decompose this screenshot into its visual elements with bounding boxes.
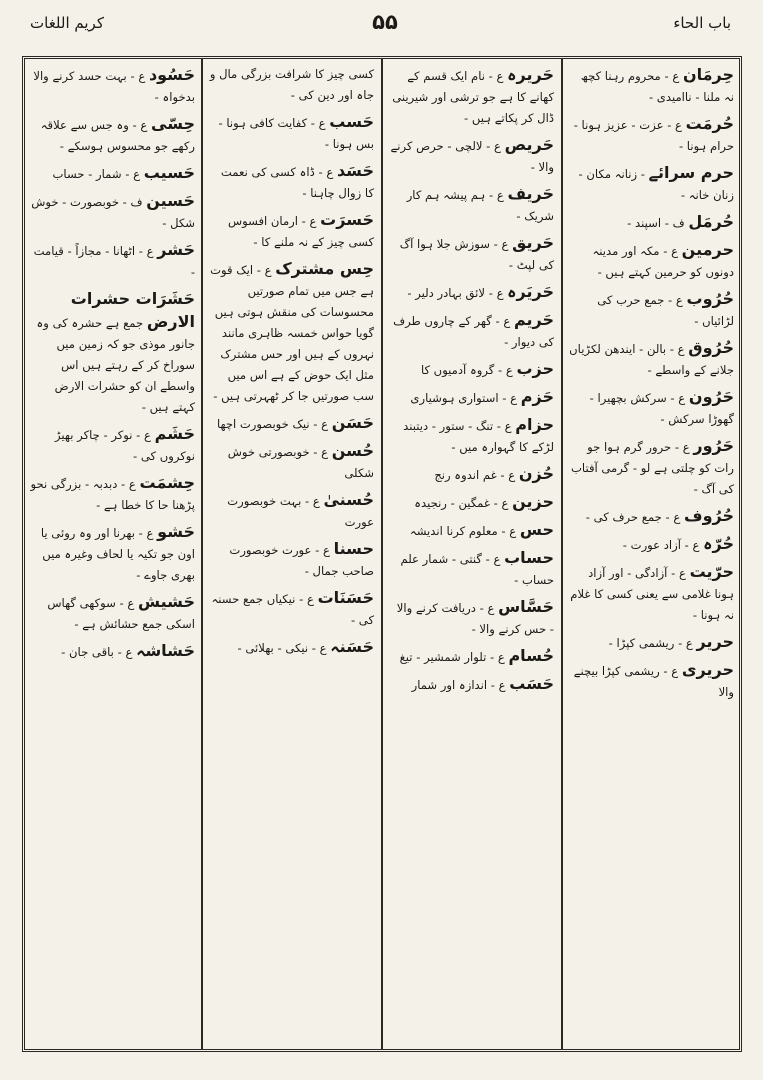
dictionary-entry [389,64,554,129]
dictionary-entry [30,640,195,663]
entry-headword: حَسَد [336,161,374,180]
entry-definition: ع - باقی جان - [61,645,133,659]
entry-headword: حِشمَت [139,473,195,492]
entry-headword: حَریق [512,233,554,252]
entry-definition: ع - نام ایک قسم کے کھانے کا ہے جو ترشی اور شیرینی ڈال کر پکاتے ہیں - [392,69,554,125]
entry-headword: حِرمَان [682,65,734,84]
entry-definition: ع - ارمان افسوس کسی چیز کے نہ ملنے کا - [227,214,374,249]
entry-headword: حریری [681,660,734,679]
dictionary-entry [30,472,195,516]
dictionary-entry [389,134,554,178]
entry-headword: حُسنیٰ [323,490,374,509]
entry-definition: ع - مکہ اور مدینہ دونوں کو حرمین کہتے ہیں - [592,244,734,279]
dictionary-entry [569,162,734,206]
entry-headword: حَشر [157,240,195,259]
entry-headword: حَسَنَات [317,588,374,607]
entry-definition: ع - لالچی - حرص کرنے والا - [390,139,554,174]
entry-definition: ع - اندازہ اور شمار [411,678,506,692]
entry-definition: ع - عورت خوبصورت صاحب جمال - [229,543,374,578]
entry-headword: حَسرَت [320,210,374,229]
dictionary-entry [569,113,734,157]
dictionary-entry [30,423,195,467]
entry-definition: ع - عزت - عزیز ہونا - حرام ہونا - [573,118,734,153]
entry-definition: ع - بہت خوبصورت عورت [227,494,374,529]
entry-definition: ع - ریشمی کپڑا بیچنے والا [573,664,734,699]
entry-definition: ع - استواری ہوشیاری [410,391,518,405]
column-2 [383,58,560,1050]
entry-definition: ع - غمگین - رنجیدہ [414,496,509,510]
page-number: ۵۵ [372,10,398,34]
dictionary-entry [209,258,374,407]
dictionary-entry [569,239,734,283]
entry-headword: حَرُون [688,387,734,406]
entry-headword: حساب [504,548,554,567]
entry-headword: حَسب [329,112,374,131]
dictionary-entry [569,386,734,430]
column-3 [203,58,380,1050]
dictionary-entry [209,636,374,659]
entry-definition: ع - خوبصورتی خوش شکلی [227,445,374,480]
dictionary-entry [389,491,554,514]
dictionary-entry [569,435,734,500]
entry-definition: ع - تلوار شمشیر - تیغ [399,650,505,664]
dictionary-entry [30,591,195,635]
dictionary-entry [389,645,554,668]
entry-headword: حَسین [146,191,195,210]
dictionary-entry [569,337,734,381]
entry-headword: حَزم [520,387,554,406]
entry-headword: حس [519,520,554,539]
entry-definition: ع - آزاد عورت - [622,538,700,552]
entry-definition: ع - گنتی - شمار علم حساب - [400,552,554,587]
entry-headword: حزام [515,415,554,434]
entry-headword: حزین [512,492,554,511]
dictionary-entry [209,111,374,155]
entry-definition: ع - معلوم کرنا اندیشہ [409,524,517,538]
entry-headword: حُسام [508,646,554,665]
entry-headword: حریر [696,632,734,651]
entry-definition: ع - نوکر - چاکر بھیڑ نوکروں کی - [55,428,195,463]
dictionary-entry [209,587,374,631]
entry-headword: حَریص [504,135,554,154]
entry-definition: ع - تنگ - ستور - دیتبند لڑکے کا گہوارہ میں - [403,419,554,454]
entry-headword: حَشیش [138,592,195,611]
dictionary-entry [389,309,554,353]
dictionary-entry [209,160,374,204]
column-4 [24,58,201,1050]
entry-definition: ع - سوزش جلا ہوا آگ کی لپٹ - [399,237,554,272]
dictionary-entry [209,538,374,582]
entry-headword: حرم سرائے [648,163,734,182]
entry-definition: ع - کفایت کافی ہونا - بس ہونا - [218,116,374,151]
entry-definition: ع - ہم پیشہ ہم کار شریک - [406,188,554,223]
entry-headword: حُسن [331,441,374,460]
dictionary-entry [389,358,554,381]
entry-definition: ع - آزادگی - اور آزاد ہونا غلامی سے یعنی کسی کا غلام نہ ہونا - [570,566,734,622]
entry-headword: حُرُوف [683,506,734,525]
entry-definition: ع - شمار - حساب [52,167,141,181]
entry-definition: ف - خوبصورت - خوش شکل - [31,195,195,230]
dictionary-entry [389,414,554,458]
dictionary-entry [569,505,734,528]
entry-definition: ع - جمع حرف کی - [585,510,681,524]
dictionary-entry [30,521,195,586]
entry-definition: - زنانہ مکان - زنان خانہ - [578,167,734,202]
page-header [0,0,763,44]
entry-headword: حَشَم [154,424,195,443]
dictionary-entry [569,64,734,108]
entry-definition: ع - ڈاہ کسی کی نعمت کا زوال چاہنا - [220,165,374,200]
entry-headword: حُرُوق [688,338,734,357]
entry-headword: حَریف [507,184,554,203]
entry-headword: حَسَن [331,413,374,432]
column-1 [563,58,740,1050]
entry-definition: ع - ریشمی کپڑا - [608,636,693,650]
entry-headword: حَشو [157,522,195,541]
dictionary-entry [569,533,734,556]
entry-definition: ع - بہت حسد کرنے والا بدخواہ - [33,69,195,104]
entry-definition: ع - گروہ آدمیوں کا [420,363,513,377]
dictionary-entry [30,162,195,185]
entry-definition: ع - بالن - ایندھن لکڑیاں جلانے کے واسطے - [569,342,734,377]
entry-definition: ف - اسپند - [627,216,685,230]
entry-definition: ع - بھرنا اور وہ روئی یا اون جو تکیہ یا لحاف وغیرہ میں بھری جاوے - [40,526,195,582]
entry-headword: حَسَّاس [498,597,554,616]
entry-headword: حرّیت [689,562,734,581]
entry-headword: حَشاشہ [136,641,195,660]
dictionary-entry [30,239,195,283]
entry-headword: حُرمَت [685,114,734,133]
entry-headword: حَسیب [143,163,195,182]
entry-headword: حَشَرَات حشرات الارض [70,289,195,331]
entry-definition: کسی چیز کا شرافت بزرگی مال و جاہ اور دین کی - [209,67,374,102]
dictionary-entry [389,673,554,696]
entry-definition: ع - سرکش بچھیرا - گھوڑا سرکش - [589,391,734,426]
entry-definition: ع - حرور گرم ہوا جو رات کو چلتی ہے لو - گرمی آفتاب کی آگ - [571,440,734,496]
entry-headword: حَسَب [509,674,554,693]
entry-definition: ع - گھر کے چاروں طرف کی دیوار - [393,314,554,349]
entry-definition: ع - ایک قوت ہے جس میں تمام صورتیں محسوسات کی منقش ہوتی ہیں گویا حواس خمسہ ظاہری مانند نہروں کے ہیں اور حس مشترک مثل ایک حوض کے ہے اس میں سب صورتیں جا کر ٹھہرتی ہیں - [210,263,374,403]
dictionary-entry [389,547,554,591]
entry-definition: ع - جمع حرب کی لڑائیاں - [597,293,734,328]
entry-headword: حَریم [513,310,554,329]
entry-definition: ع - دریافت کرنے والا - حس کرنے والا - [396,601,554,636]
dictionary-entry [30,113,195,157]
dictionary-entry [389,232,554,276]
entry-headword: حَرُور [693,436,734,455]
dictionary-entry [389,596,554,640]
entry-definition: ع - دبدبہ - بزرگی نحو پڑھنا حا کا خطا ہے - [30,477,195,512]
dictionary-entry [389,463,554,486]
entry-headword: حَریرہ [507,65,554,84]
dictionary-entry [569,211,734,234]
entry-definition: ع - محروم رہنا کچھ نہ ملنا - ناامیدی - [580,69,734,104]
dictionary-entry [209,440,374,484]
entry-definition: ع - غم اندوہ رنج [434,468,516,482]
dictionary-entry [209,64,374,106]
entry-headword: حزب [516,359,554,378]
entry-headword: حُزن [518,464,554,483]
dictionary-entry [389,183,554,227]
entry-headword: حُرّہ [703,534,734,553]
entry-definition: ع - سوکھی گھاس اسکی جمع حشائش ہے - [47,596,195,631]
entry-headword: حِس مشترک [275,259,374,278]
dictionary-entry [209,412,374,435]
dictionary-entry [30,64,195,108]
dictionary-entry [209,209,374,253]
dictionary-entry [30,190,195,234]
entry-definition: ع - وہ جس سے علاقہ رکھے جو محسوس ہوسکے - [40,118,195,153]
entry-headword: حَریَرہ [507,282,554,301]
entry-definition: ع - لائق بہادر دلیر - [407,286,504,300]
dictionary-entry [569,659,734,703]
dictionary-entry [569,631,734,654]
dictionary-entry [389,281,554,304]
entry-definition: ع - نیکی - بھلائی - [237,641,327,655]
dictionary-entry [389,519,554,542]
entry-headword: حرمین [681,240,734,259]
chapter-title: باب الحاء [673,14,731,32]
entry-definition: ع - اٹھانا - مجازاً - قیامت - [33,244,195,279]
entry-headword: حُرمَل [688,212,734,231]
entry-headword: حَسَنہ [330,637,374,656]
dictionary-entry [30,288,195,418]
dictionary-entry [389,386,554,409]
entry-headword: حَسُود [148,65,195,84]
entry-headword: حِسّی [151,114,195,133]
dictionary-entry [209,489,374,533]
book-title: کریم اللغات [30,14,104,32]
entry-headword: حسنا [333,539,374,558]
entry-definition: جمع ہے حشرہ کی وہ جانور موذی جو کہ زمین میں سوراخ کر کے رہتے ہیں اس واسطے ان کو حشرات الارض کہتے ہیں - [36,316,195,414]
entry-definition: ع - نیکیاں جمع حسنہ کی - [211,592,374,627]
entry-headword: حُرُوب [686,289,734,308]
dictionary-entry [569,561,734,626]
entry-definition: ع - نیک خوبصورت اچھا [216,417,329,431]
dictionary-entry [569,288,734,332]
